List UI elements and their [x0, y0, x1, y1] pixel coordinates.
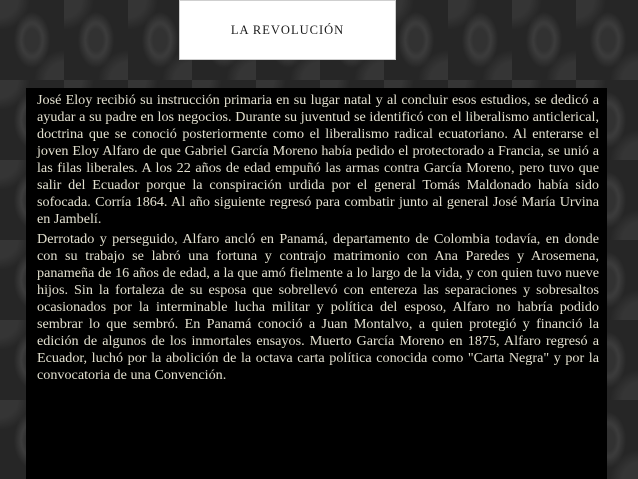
title-box	[179, 0, 396, 60]
paragraph-1: José Eloy recibió su instrucción primaria en su lugar natal y al concluir esos estudios, se dedicó a ayudar a su padre en los negocios. Durante su juventud se identificó con el liberalismo anticlerical, doctrina que se conoció posteriormente como el liberalismo radical ecuatoriano. Al enterarse el joven Eloy Alfaro de que Gabriel García Moreno había pedido el protectorado a Francia, se unió a las filas liberales. A los 22 años de edad empuñó las armas contra García Moreno, pero tuvo que salir del Ecuador porque la conspiración urdida por el general Tomás Maldonado había sido sofocada. Corría 1864. Al año siguiente regresó para combatir junto al general José María Urvina en Jambelí.	[37, 92, 599, 227]
slide-title: LA REVOLUCIÓN	[230, 22, 345, 37]
content-box	[26, 88, 607, 479]
paragraph-2: Derrotado y perseguido, Alfaro ancló en Panamá, departamento de Colombia todavía, en donde con su trabajo se labró una fortuna y contrajo matrimonio con Ana Paredes y Arosemena, panameña de 16 años de edad, a la que amó fielmente a lo largo de la vida, y con quien tuvo nueve hijos. Sin la fortaleza de su esposa que sobrellevó con entereza las separaciones y sobresaltos ocasionados por la interminable lucha militar y política del esposo, Alfaro no habría podido sembrar lo que sembró. En Panamá conoció a Juan Montalvo, a quien protegió y financió la edición de algunos de los inmortales ensayos. Muerto García Moreno en 1875, Alfaro regresó a Ecuador, luchó por la abolición de la octava carta política conocida como "Carta Negra" y por la convocatoria de una Convención.	[37, 231, 599, 383]
